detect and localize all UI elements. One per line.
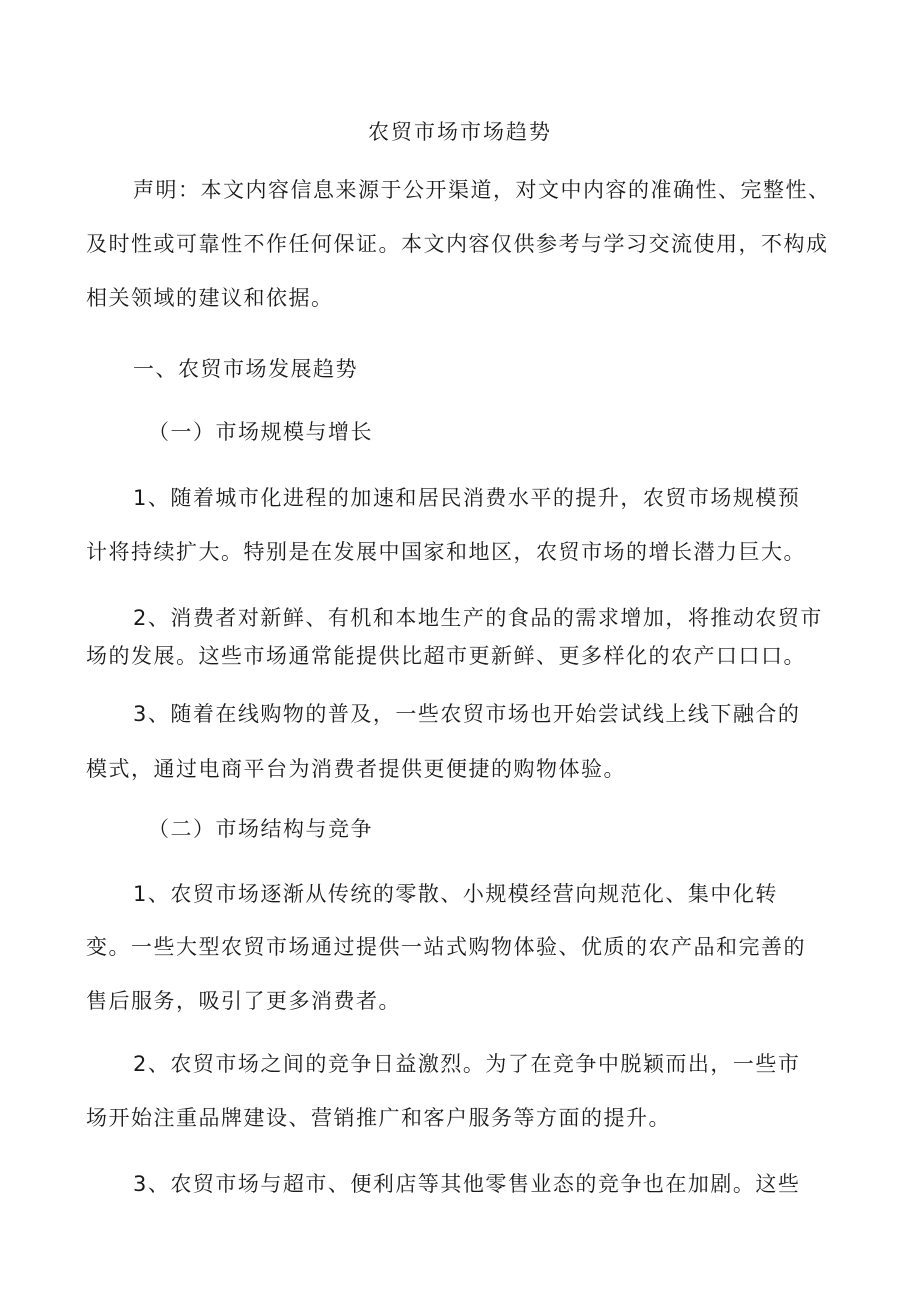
paragraph-line: 1、农贸市场逐渐从传统的零散、小规模经营向规范化、集中化转 xyxy=(133,882,778,906)
paragraph-line: 场开始注重品牌建设、营销推广和客户服务等方面的提升。 xyxy=(86,1106,671,1130)
paragraph-line: 模式，通过电商平台为消费者提供更便捷的购物体验。 xyxy=(86,757,626,781)
paragraph-line: 1、随着城市化进程的加速和居民消费水平的提升，农贸市场规模预 xyxy=(133,486,801,510)
paragraph-line: 售后服务，吸引了更多消费者。 xyxy=(86,989,401,1013)
disclaimer-line-2: 及时性或可靠性不作任何保证。本文内容仅供参考与学习交流使用，不构成 xyxy=(86,232,829,256)
paragraph-line: 3、随着在线购物的普及，一些农贸市场也开始尝试线上线下融合的 xyxy=(133,702,801,726)
disclaimer-line-3: 相关领域的建议和依据。 xyxy=(86,286,334,310)
document-title: 农贸市场市场趋势 xyxy=(368,120,552,144)
subsection-heading: （二）市场结构与竞争 xyxy=(148,817,373,841)
paragraph-line: 2、农贸市场之间的竞争日益激烈。为了在竞争中脱颖而出，一些市 xyxy=(133,1052,801,1076)
paragraph-line: 3、农贸市场与超市、便利店等其他零售业态的竞争也在加剧。这些 xyxy=(133,1172,801,1196)
paragraph-line: 场的发展。这些市场通常能提供比超市更新鲜、更多样化的农产口口口。 xyxy=(86,644,806,668)
paragraph-line: 2、消费者对新鲜、有机和本地生产的食品的需求增加，将推动农贸市 xyxy=(133,606,823,630)
paragraph-line: 计将持续扩大。特别是在发展中国家和地区，农贸市场的增长潜力巨大。 xyxy=(86,540,806,564)
section-heading: 一、农贸市场发展趋势 xyxy=(133,357,358,381)
subsection-heading: （一）市场规模与增长 xyxy=(148,420,373,444)
paragraph-line: 变。一些大型农贸市场通过提供一站式购物体验、优质的农产品和完善的 xyxy=(86,935,806,959)
disclaimer-line-1: 声明：本文内容信息来源于公开渠道，对文中内容的准确性、完整性、 xyxy=(133,178,831,202)
